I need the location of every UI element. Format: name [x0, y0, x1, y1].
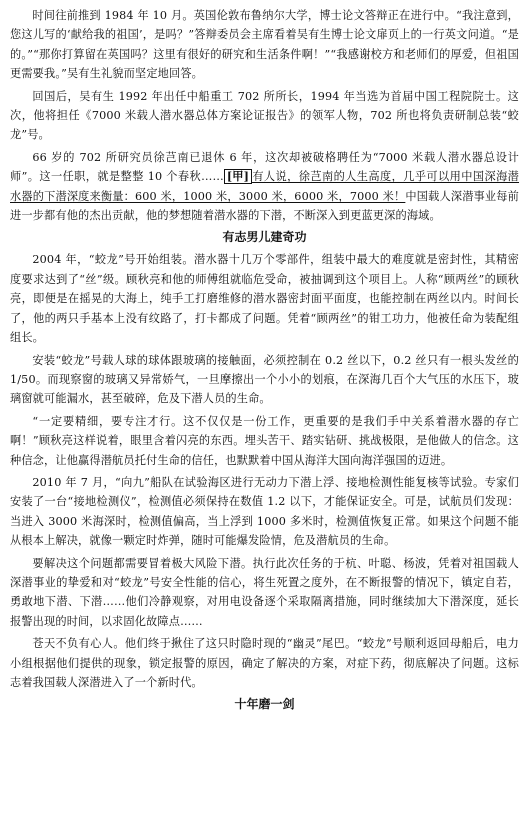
paragraph-4: 2004 年，“蛟龙”号开始组装。潜水器十几万个零部件，组装中最大的难度就是密封性，其精密度要求达到了“丝”级。顾秋亮和他的师傅组就临危受命，被抽调到这个项目上。人称“顾两丝”的顾秋亮，即便是在摇晃的大海上，纯手工打磨维修的潜水器密封面平面度，也能控制在两丝以内。时间长了，他的两只手基本上没有纹路了，打卡都成了问题。凭着“顾两丝”的钳工功力，他被任命为装配组组长。	[10, 253, 519, 345]
paragraph-8: 要解决这个问题都需要冒着极大风险下潜。执行此次任务的于杭、叶聪、杨波，凭着对祖国载人深潜事业的挚爱和对“蛟龙”号安全性能的信心，将生死置之度外，在不断报警的情况下，镇定自若，勇敢地下潜、下潜……他们冷静观察，对用电设备逐个采取隔离措施，同时继续加大下潜深度，延长报警出现的时间，以求固化故障点……	[10, 556, 519, 628]
paragraph-6: “一定要精细，要专注才行。这不仅仅是一份工作，更重要的是我们手中关系着潜水器的存亡啊！”顾秋亮这样说着，眼里含着闪亮的东西。埋头苦干、踏实钻研、挑战极限，是他做人的信念。这种信念，让他赢得潜航员托付生命的信任，也默默着中国从海洋大国向海洋强国的迈进。	[10, 414, 519, 467]
section-heading-1: 有志男儿建奇功	[222, 230, 307, 245]
paragraph-3	[10, 148, 519, 226]
section-heading-2: 十年磨一剑	[234, 697, 295, 712]
marker-jia: [甲]	[224, 169, 252, 184]
paragraph-7: 2010 年 7 月，“向九”船队在试验海区进行无动力下潜上浮、接地检测性能复核等试验。专家们安装了一台“接地检测仪”，检测值必须保持在数值 1.2 以下，才能保证安全。可是，试航员们发现：当进入 3000 米海深时，检测值偏高，当上浮到 1000 多米时，检测值恢复正常。如果这个问题不能从根本上解决，就像一颗定时炸弹，随时可能爆发险情，危及潜航员的生命。	[10, 475, 519, 548]
underlined-sentence: 有人说，徐芑南的人生高度，几乎可以用中国深海潜水器的下潜深度来衡量：600 米，1000 米，3000 米，6000 米，7000 米！	[10, 170, 520, 203]
paragraph-1: 时间往前推到 1984 年 10 月。英国伦敦布鲁纳尔大学，博士论文答辩正在进行中。“我注意到，您这儿写的‘献给我的祖国’，是吗？”答辩委员会主席看着吴有生博士论文扉页上的一行英文问道。“是的。”“那你打算留在英国吗？这里有很好的研究和生活条件啊！”“我感谢校方和老师们的厚爱，但祖国更需要我。”吴有生礼貌而坚定地回答。	[10, 9, 519, 81]
paragraph-2: 回国后，吴有生 1992 年出任中船重工 702 所所长，1994 年当选为首届中国工程院院士。这次，他将担任《7000 米载人潜水器总体方案论证报告》的领军人物，702 所也将负责研制总装“蛟龙”号。	[10, 89, 519, 142]
paragraph-3-text-after: 中国载人深潜事业每前进一步都有他的杰出贡献，他的梦想随着潜水器的下潜，不断深入到更蓝更深的海域。	[10, 189, 519, 223]
paragraph-9: 苍天不负有心人。他们终于揪住了这只时隐时现的“幽灵”尾巴。“蛟龙”号顺利返回母船后，电力小组根据他们提供的现象，锁定报警的原因，确定了解决的方案，对症下药，彻底解决了问题。这标志着我国载人深潜进入了一个新时代。	[10, 637, 519, 689]
paragraph-5: 安装“蛟龙”号载人球的球体跟玻璃的接触面，必须控制在 0.2 丝以下，0.2 丝只有一根头发丝的 1/50。而现察窗的玻璃又异常娇气，一旦摩擦出一个小小的划痕，在深海几百个大气压的水压下，玻璃窗就可能漏水，甚至破碎，危及下潜人员的生命。	[10, 353, 519, 406]
paragraph-3-text-before: 66 岁的 702 所研究员徐芑南已退休 6 年，这次却被破格聘任为“7000 米载人潜水器总设计师”。这一任职，就是整整 10 个春秋……	[10, 150, 519, 184]
